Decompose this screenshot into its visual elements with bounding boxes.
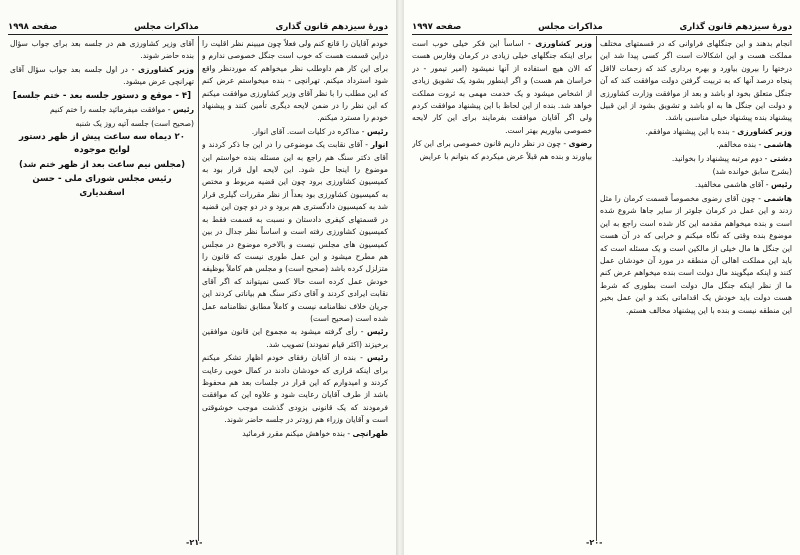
speech-paragraph xyxy=(412,138,592,163)
header-page-label: صفحه ۱۹۹۷ xyxy=(412,22,462,32)
right-page-header xyxy=(412,10,792,32)
speech-paragraph xyxy=(202,126,388,138)
speaker-name: رئیس xyxy=(770,180,792,190)
speech-text: - آقای هاشمی مخالفید. xyxy=(695,180,771,190)
right-page-right-column xyxy=(600,38,792,543)
page-number: -۲۰- xyxy=(586,538,603,547)
header-page-label: صفحه ۱۹۹۸ xyxy=(8,22,58,32)
header-rule xyxy=(412,34,792,35)
speech-paragraph xyxy=(600,153,792,165)
speaker-name: رئیس xyxy=(172,105,194,115)
speaker-name: هاشمی xyxy=(763,193,792,203)
right-page xyxy=(404,0,800,555)
header-title: مذاکرات مجلس xyxy=(538,22,603,32)
speech-text: - بنده از آقایان رفقای خودم اظهار تشکر میکنم برای اینکه قراری که خودشان دادند در کمال خوبی رعایت کردند و امیدوارم که این قرار در جلسات بعد هم محفوظ باشد از طرف آقایان رعایت شود و علاوه این که موافقت فرمودند که یک قانونی بزودی گذشت موجب خوشوقتی است و آقایان وزراء هم زودتر در جلسه حاضر شوند. xyxy=(202,353,388,425)
header-session: دورۀ سیزدهم قانون گذاری xyxy=(679,22,792,32)
speech-paragraph xyxy=(202,139,388,325)
speech-text: - در اول جلسه بعد جواب سؤال آقای تهرانچی عرض میشود. xyxy=(10,64,194,87)
section-heading: [۴ - موقع و دستور جلسه بعد - ختم جلسه] xyxy=(12,90,192,101)
book-gutter xyxy=(396,0,404,555)
speaker-name: انوار xyxy=(370,140,388,150)
text-paragraph: (بشرح سابق خوانده شد) xyxy=(712,167,792,177)
bold-line: (مجلس نیم ساعت بعد از ظهر ختم شد) xyxy=(19,159,185,170)
column-divider xyxy=(198,36,199,541)
speaker-name: دشتی xyxy=(769,153,792,163)
left-page xyxy=(0,0,396,555)
speaker-name: هاشمی xyxy=(763,140,792,150)
speech-text: - مذاکره در کلیات است. آقای انوار. xyxy=(251,126,367,136)
text-paragraph: انجام بدهند و این جنگلهای فراوانی که در قسمتهای مختلف مملکت هست و این اشکالات است اگر کسی پیدا شد این درختها را بیرون بیاورد و بهره برداری کند که زحمات لااقل پنجاه درصد آنها که به تربیت گرفتن دولت موافقت کند که آن جنگل متعلق بخود او باشد و بعد از موافقت وزارت کشاورزی و دولت این جنگل ها به او باشد و تشویق بشود از این قبیل پیشنهاد بنده پیشنهاد خیلی مناسبی باشد. xyxy=(600,39,792,123)
header-rule xyxy=(8,34,388,35)
speech-text: - بنده خواهش میکنم مقرر فرمائید xyxy=(242,428,353,438)
speaker-name: وزیر کشاورزی xyxy=(535,39,592,48)
speaker-name: وزیر کشاورزی xyxy=(737,126,792,136)
header-title: مذاکرات مجلس xyxy=(134,22,199,32)
speech-text: - چون در نظر داریم قانون خصوصی برای این کار بیاورند و بنده هم قبلاً عرض میکردم که بتوانم با عرایض xyxy=(412,139,592,161)
speaker-name: وزیر کشاورزی xyxy=(138,64,194,74)
speaker-name: رضوی xyxy=(568,139,592,149)
speech-text: - آقای نقابت یک موضوعی را در این جا ذکر کردند و آقای دکتر سنگ هم راجع به این مسئله بنده خواستم این موضوع را اینجا حل شود. این لایحه اول قرار بود به کمیسیون کشاورزی برود چون این قضیه مربوط و مختص به کمیسیون کشاورزی بود بعداً از نظر مقررات گیلری قرار شد به کمیسیون دادگستری هم برود و در دو چون این قضیه در قسمتهای کیفری دادستان و نسبت به قسمت فقط به کمیسیون کشاورزی رفته است و اساساً نظر جدال در بین کمیسیون های مجلس نیست و بالاخره موضوع در مجلس هم مطرح میشود و این عمل طوری نیست که قانون را متزلزل کرده باشد (صحیح است) و مجلس هم کاملاً بوظیفه خودش عمل کرده است حالا کسی نمیتواند که اگر آقای نقابت ایرادی کردند و آقای دکتر سنگ هم بیاناتی کردند این جریان خلاف نظامنامه نیست و کاملاً مطابق نظامنامه عمل شده است (صحیح است) xyxy=(202,140,388,323)
speech-text: - رأی گرفته میشود به مجموع این قانون موافقین برخیزند (اکثر قیام نمودند) تصویب شد. xyxy=(202,327,388,349)
left-page-header xyxy=(8,10,388,32)
speech-paragraph xyxy=(10,104,194,116)
speech-text: - موافقت میفرمائید جلسه را ختم کنیم xyxy=(49,105,173,115)
speech-text: - اساساً این فکر خیلی خوب است برای اینکه جنگلهای خیلی زیادی در کرمان وفارس هست که الان هیچ استفاده از آنها نمیشود (امیر تیمور - در خراسان هم هست) و اگر اینطور بشود یک تشویق زیادی از اشخاص میشود و یک خدمت مهمی به ثروت مملکت خواهد شد. بنده از این لحاظ با این پیشنهاد موافقت کردم ولی اگر آقایان موافقت بفرمایند برای این کار لایحه خصوصی بیاوریم بهتر است. xyxy=(412,39,592,135)
left-page-left-column xyxy=(10,38,194,238)
speech-paragraph xyxy=(600,179,792,191)
header-session: دورۀ سیزدهم قانون گذاری xyxy=(275,22,388,32)
speech-paragraph xyxy=(600,193,792,317)
text-paragraph: خودم آقایان را قانع کنم ولی فعلاً چون میبینم نظر اقلیت را دراین قسمت هست که خوب است جنگل خصوصی ندارم و برای این کار هم داوطلب نظر میخواهم که موردنظر واقع شود استرداد میکنم. تهرانچی - بنده میخواستم عرض کنم که این مطلب را با نظر آقای وزیر کشاورزی موافقت میکنم که این نظر را در ضمن لایحه دیگری تأمین کنند و پیشنهاد خودم را مسترد میکنم. xyxy=(202,39,388,123)
page-number: -۲۱- xyxy=(186,538,203,547)
speaker-name: طهرانچی xyxy=(352,428,388,438)
speech-paragraph xyxy=(600,139,792,151)
speech-text: - دوم مرتبه پیشنهاد را بخوانید. xyxy=(671,153,770,163)
left-page-right-column xyxy=(202,38,388,538)
text-paragraph: آقای وزیر کشاورزی هم در جلسه بعد برای جواب سؤال بنده حاضر شوند. xyxy=(10,39,194,61)
speech-paragraph xyxy=(10,64,194,89)
speech-paragraph xyxy=(202,428,388,440)
speech-text: - بنده با این پیشنهاد موافقم. xyxy=(645,126,738,136)
column-divider xyxy=(596,36,597,541)
speech-text: - بنده مخالفم. xyxy=(716,140,764,150)
speech-paragraph xyxy=(600,126,792,138)
text-paragraph: (صحیح است) جلسه آتیه روز یک شنبه xyxy=(75,118,194,128)
speaker-name: رئیس xyxy=(366,353,388,363)
speaker-name: رئیس xyxy=(366,327,388,337)
speaker-name: رئیس xyxy=(366,126,388,136)
speech-paragraph xyxy=(412,38,592,137)
speech-paragraph xyxy=(202,326,388,351)
speech-text: - چون آقای رضوی مخصوصاً قسمت کرمان را مثل زدند و این عمل در کرمان جلوتر از سایر جاها شروع شده است و بنده میخواهم مقدمه این کار شده است راجع به این موضوع بنده وقتی که نگاه میکنم و خرابی که در آن هست این جنگل ها مال خیلی از مالکین است و یک مسئله است که باید این مملکت اهالی آن منطقه در مورد آن خودشان عمل کنند و اینکه میگویند مال دولت است بنده میخواهم عرض کنم ما از نظر اینکه جنگل مال دولت است بطوری که شرط هست دولت باید خودش یک اقداماتی بکند و این عمل بخیر این منطقه نیست و بنده با این پیشنهاد مخالف هستم. xyxy=(600,193,792,315)
right-page-left-column xyxy=(412,38,592,543)
bold-line: ۲۰ دیماه سه ساعت پیش از ظهر دستور لوایح موجوده xyxy=(18,131,186,156)
bold-line: رئیس مجلس شورای ملی - حسن اسفندیاری xyxy=(32,174,172,198)
speech-paragraph xyxy=(202,352,388,426)
